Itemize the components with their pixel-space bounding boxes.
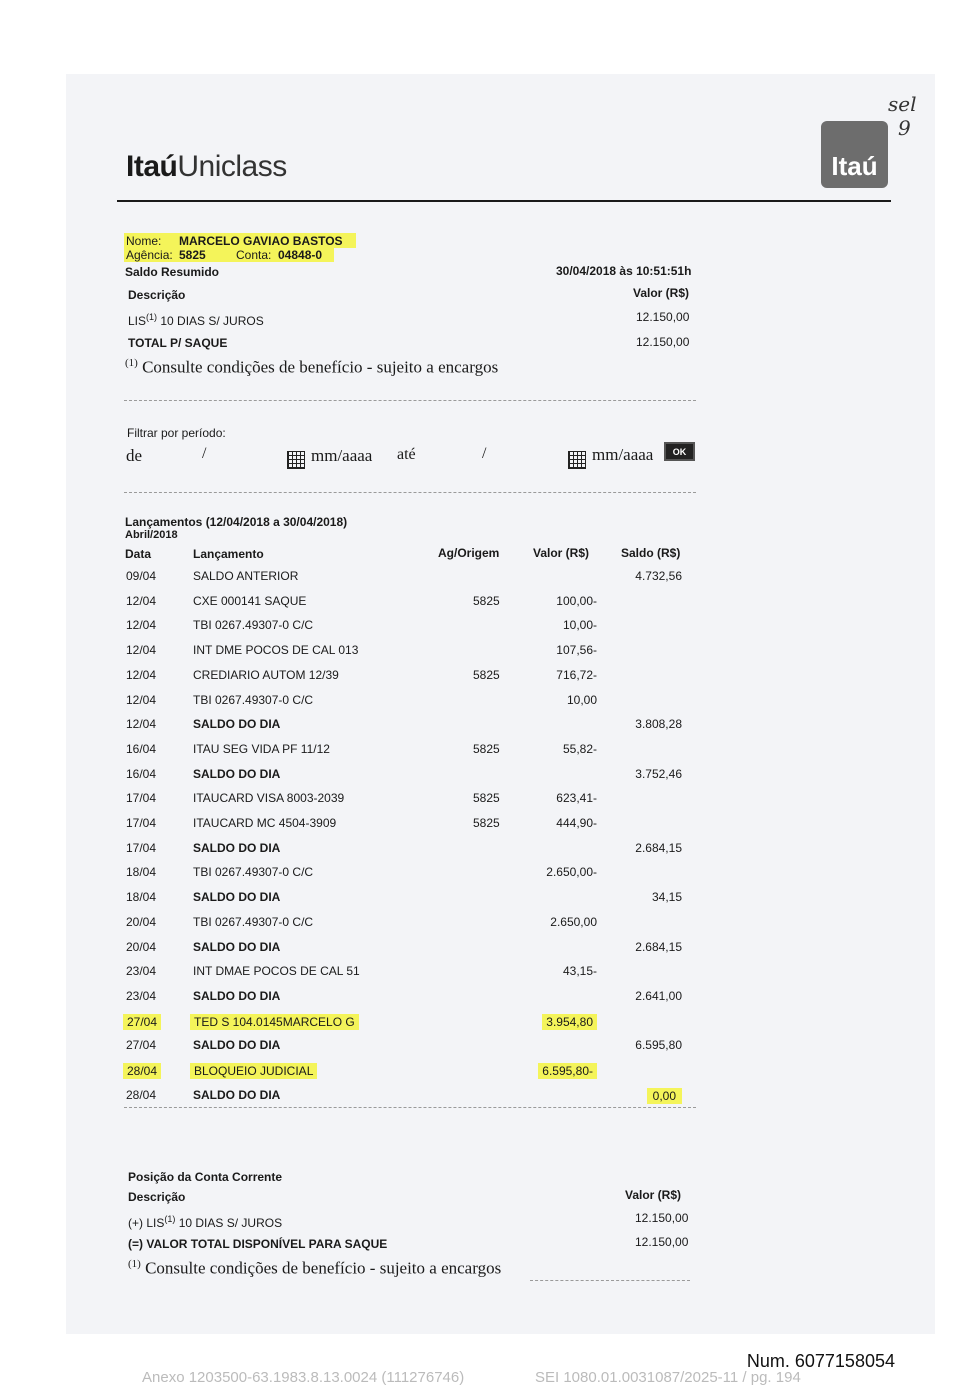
row-balance: 3.808,28 bbox=[635, 717, 682, 731]
row-description: ITAUCARD MC 4504-3909 bbox=[193, 816, 337, 830]
row-description: SALDO DO DIA bbox=[193, 717, 281, 731]
row-description: SALDO DO DIA bbox=[193, 1088, 281, 1102]
table-row bbox=[0, 618, 967, 638]
col-header-desc: Lançamento bbox=[193, 547, 264, 561]
row-value: 10,00- bbox=[562, 618, 597, 632]
row-description: INT DMAE POCOS DE CAL 51 bbox=[193, 964, 360, 978]
table-row bbox=[0, 865, 967, 885]
row-description: SALDO ANTERIOR bbox=[193, 569, 299, 583]
row-date: 12/04 bbox=[126, 668, 157, 682]
table-row bbox=[0, 890, 967, 910]
row-balance: 0,00 bbox=[647, 1088, 682, 1104]
row-description: SALDO DO DIA bbox=[193, 890, 281, 904]
row-value: 3.954,80 bbox=[542, 1014, 597, 1030]
table-row bbox=[0, 668, 967, 688]
sei-reference: SEI 1080.01.0031087/2025-11 / pg. 194 bbox=[535, 1369, 801, 1386]
table-row bbox=[0, 1014, 967, 1034]
summary-datetime: 30/04/2018 às 10:51:51h bbox=[556, 264, 692, 278]
row-balance: 2.641,00 bbox=[635, 989, 682, 1003]
table-row bbox=[0, 643, 967, 663]
filter-until-input[interactable]: / bbox=[482, 445, 487, 462]
document-number: Num. 6077158054 bbox=[746, 1351, 895, 1371]
filter-from-format: mm/aaaa bbox=[311, 446, 373, 465]
summary-title: Saldo Resumido bbox=[125, 265, 220, 279]
filter-label: Filtrar por período: bbox=[127, 426, 226, 440]
row-date: 28/04 bbox=[126, 1088, 157, 1102]
summary-footnote: $^{(1)}$ Consulte condições de benefício - sujeito a encargos bbox=[125, 357, 499, 377]
row-date: 16/04 bbox=[126, 767, 157, 781]
table-row bbox=[0, 594, 967, 614]
table-row bbox=[0, 816, 967, 836]
row-description: TBI 0267.49307-0 C/C bbox=[193, 865, 314, 879]
row-date: 17/04 bbox=[126, 791, 157, 805]
table-row bbox=[0, 841, 967, 861]
col-header-value: Valor (R$) bbox=[533, 546, 590, 560]
position-lis-label: (+) LIS$^{(1)}$ 10 DIAS S/ JUROS bbox=[128, 1214, 283, 1230]
table-row bbox=[0, 940, 967, 960]
row-description: INT DME POCOS DE CAL 013 bbox=[193, 643, 359, 657]
row-value: 444,90- bbox=[556, 816, 597, 830]
row-date: 28/04 bbox=[123, 1063, 161, 1079]
row-date: 18/04 bbox=[126, 890, 157, 904]
divider bbox=[124, 1107, 696, 1108]
row-value: 716,72- bbox=[556, 668, 597, 682]
table-row bbox=[0, 767, 967, 787]
account-agency-line: Agência: 5825 Conta: 04848-0 bbox=[124, 248, 334, 262]
row-date: 12/04 bbox=[126, 643, 157, 657]
statement-month: Abril/2018 bbox=[125, 529, 178, 541]
row-value: 100,00- bbox=[556, 594, 597, 608]
row-description: TBI 0267.49307-0 C/C bbox=[193, 618, 314, 632]
row-value: 2.650,00 bbox=[550, 915, 597, 929]
table-row bbox=[0, 1038, 967, 1058]
row-description: TED S 104.0145MARCELO G bbox=[190, 1014, 359, 1030]
row-description: SALDO DO DIA bbox=[193, 989, 281, 1003]
row-description: TBI 0267.49307-0 C/C bbox=[193, 693, 314, 707]
col-header-ag: Ag/Origem bbox=[438, 546, 500, 560]
position-title: Posição da Conta Corrente bbox=[128, 1170, 283, 1184]
row-date: 12/04 bbox=[126, 717, 157, 731]
col-header-balance: Saldo (R$) bbox=[621, 546, 681, 560]
table-row bbox=[0, 791, 967, 811]
position-lis-value: 12.150,00 bbox=[635, 1211, 689, 1225]
row-date: 23/04 bbox=[126, 964, 157, 978]
row-balance: 2.684,15 bbox=[635, 841, 682, 855]
row-date: 20/04 bbox=[126, 940, 157, 954]
row-date: 12/04 bbox=[126, 594, 157, 608]
table-row bbox=[0, 569, 967, 589]
row-date: 09/04 bbox=[126, 569, 157, 583]
row-date: 17/04 bbox=[126, 841, 157, 855]
row-balance: 6.595,80 bbox=[635, 1038, 682, 1052]
divider bbox=[124, 400, 696, 401]
row-description: SALDO DO DIA bbox=[193, 841, 281, 855]
row-date: 16/04 bbox=[126, 742, 157, 756]
table-row bbox=[0, 1088, 967, 1108]
row-balance: 34,15 bbox=[651, 890, 682, 904]
summary-col-desc: Descrição bbox=[128, 288, 186, 302]
account-name-line: Nome: MARCELO GAVIAO BASTOS bbox=[124, 233, 356, 248]
row-agency: 5825 bbox=[473, 594, 500, 608]
table-row bbox=[0, 742, 967, 762]
header-rule bbox=[117, 200, 891, 202]
position-col-desc: Descrição bbox=[128, 1190, 186, 1204]
row-description: TBI 0267.49307-0 C/C bbox=[193, 915, 314, 929]
row-agency: 5825 bbox=[473, 816, 500, 830]
filter-until-format: mm/aaaa bbox=[592, 445, 654, 464]
row-balance: 3.752,46 bbox=[635, 767, 682, 781]
row-description: ITAUCARD VISA 8003-2039 bbox=[193, 791, 345, 805]
row-value: 55,82- bbox=[562, 742, 597, 756]
row-date: 17/04 bbox=[126, 816, 157, 830]
table-row bbox=[0, 989, 967, 1009]
position-total-value: 12.150,00 bbox=[635, 1235, 689, 1249]
divider bbox=[124, 492, 696, 493]
summary-lis-value: 12.150,00 bbox=[636, 310, 690, 324]
summary-lis-label: LIS$^{(1)}$ 10 DIAS S/ JUROS bbox=[128, 312, 264, 328]
row-description: SALDO DO DIA bbox=[193, 767, 281, 781]
handwritten-annotation: sel 9 bbox=[888, 92, 917, 140]
summary-col-value: Valor (R$) bbox=[633, 286, 690, 300]
row-balance: 4.732,56 bbox=[635, 569, 682, 583]
row-description: ITAU SEG VIDA PF 11/12 bbox=[193, 742, 330, 756]
summary-total-value: 12.150,00 bbox=[636, 335, 690, 349]
row-value: 43,15- bbox=[562, 964, 597, 978]
table-row bbox=[0, 1063, 967, 1083]
position-footnote: $^{(1)}$ Consulte condições de benefício - sujeito a encargos bbox=[128, 1258, 502, 1278]
row-value: 10,00 bbox=[566, 693, 597, 707]
row-value: 623,41- bbox=[556, 791, 597, 805]
row-balance: 2.684,15 bbox=[635, 940, 682, 954]
annex-reference: Anexo 1203500-63.1983.8.13.0024 (111276746) bbox=[142, 1369, 465, 1386]
calendar-icon[interactable] bbox=[568, 451, 586, 469]
row-value: 2.650,00- bbox=[546, 865, 597, 879]
row-date: 27/04 bbox=[123, 1014, 161, 1030]
row-date: 20/04 bbox=[126, 915, 157, 929]
filter-until-label: até bbox=[397, 446, 416, 463]
calendar-icon[interactable] bbox=[287, 451, 305, 469]
row-agency: 5825 bbox=[473, 791, 500, 805]
ok-button[interactable]: OK bbox=[664, 442, 695, 461]
row-description: SALDO DO DIA bbox=[193, 940, 281, 954]
filter-from-input[interactable]: / bbox=[202, 445, 207, 462]
summary-total-label: TOTAL P/ SAQUE bbox=[128, 336, 228, 350]
row-description: CXE 000141 SAQUE bbox=[193, 594, 307, 608]
row-description: SALDO DO DIA bbox=[193, 1038, 281, 1052]
col-header-date: Data bbox=[125, 547, 152, 561]
row-agency: 5825 bbox=[473, 742, 500, 756]
position-total-label: (=) VALOR TOTAL DISPONÍVEL PARA SAQUE bbox=[128, 1237, 388, 1251]
table-row bbox=[0, 915, 967, 935]
brand-name: ItaúUniclass bbox=[126, 150, 287, 183]
itau-logo: Itaú bbox=[821, 121, 888, 188]
divider bbox=[530, 1280, 690, 1281]
table-row bbox=[0, 964, 967, 984]
position-col-value: Valor (R$) bbox=[625, 1188, 682, 1202]
statement-title: Lançamentos (12/04/2018 a 30/04/2018) bbox=[125, 515, 348, 529]
row-value: 107,56- bbox=[556, 643, 597, 657]
row-date: 12/04 bbox=[126, 618, 157, 632]
filter-from-label: de bbox=[126, 446, 143, 465]
row-description: CREDIARIO AUTOM 12/39 bbox=[193, 668, 339, 682]
row-date: 23/04 bbox=[126, 989, 157, 1003]
row-description: BLOQUEIO JUDICIAL bbox=[190, 1063, 317, 1079]
table-row bbox=[0, 717, 967, 737]
row-date: 12/04 bbox=[126, 693, 157, 707]
row-agency: 5825 bbox=[473, 668, 500, 682]
row-date: 18/04 bbox=[126, 865, 157, 879]
table-row bbox=[0, 693, 967, 713]
row-value: 6.595,80- bbox=[538, 1063, 597, 1079]
row-date: 27/04 bbox=[126, 1038, 157, 1052]
